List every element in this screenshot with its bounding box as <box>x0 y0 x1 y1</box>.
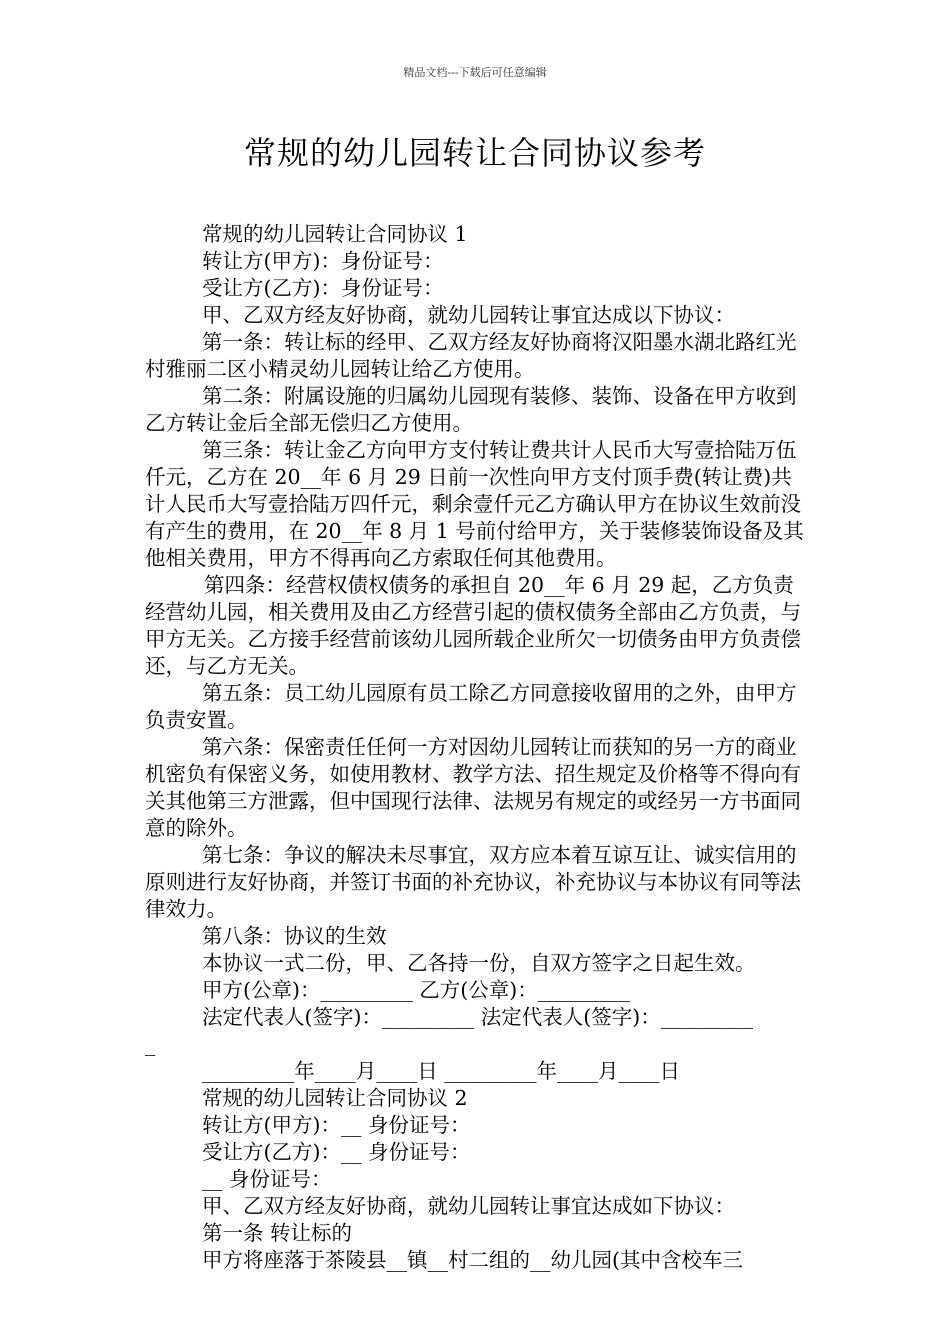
transferor-line: 转让方(甲方)：身份证号： <box>202 249 444 273</box>
clause-4: 第四条：经营权债权债务的承担自 20__年 6 月 29 起，乙方负责经营幼儿园，相关费用及由乙方经营引起的债权债务全部由乙方负责，与甲方无关。乙方接手经营前该幼儿园所载企业所欠一切债务由甲方负责偿还，与乙方无关。 <box>145 573 801 678</box>
transferor-line-2: 转让方(甲方)：__ 身份证号： <box>202 1113 471 1137</box>
document-body <box>145 221 807 1274</box>
section-heading-2: 常规的幼儿园转让合同协议 2 <box>202 1086 468 1110</box>
clause-1: 第一条：转让标的经甲、乙双方经友好协商将汉阳墨水湖北路红光村雅丽二区小精灵幼儿园转让给乙方使用。 <box>145 330 797 381</box>
id-line-2: __ 身份证号： <box>202 1167 332 1191</box>
clause-2: 第二条：附属设施的归属幼儿园现有装修、装饰、设备在甲方收到乙方转让金后全部无偿归乙方使用。 <box>145 384 797 435</box>
page-header: 精品文档---下载后可任意编辑 <box>403 66 547 79</box>
section-heading-1: 常规的幼儿园转让合同协议 1 <box>202 222 468 246</box>
transferee-line-2: 受让方(乙方)：__ 身份证号： <box>202 1140 471 1164</box>
clause-1-text-2: 甲方将座落于茶陵县__镇__村二组的__幼儿园(其中含校车三 <box>202 1248 743 1272</box>
agreement-intro-2: 甲、乙双方经友好协商，就幼儿园转让事宜达成如下协议： <box>202 1194 735 1218</box>
clause-5: 第五条：员工幼儿园原有员工除乙方同意接收留用的之外，由甲方负责安置。 <box>145 681 797 732</box>
signature-overflow: _ <box>145 1032 156 1056</box>
clause-8: 第八条：协议的生效 <box>202 924 387 948</box>
document-title: 常规的幼儿园转让合同协议参考 <box>243 134 706 172</box>
signature-line: 法定代表人(签字)：_________ 法定代表人(签字)：_________ <box>202 1005 754 1029</box>
clause-6: 第六条：保密责任任何一方对因幼儿园转让而获知的另一方的商业机密负有保密义务，如使用教材、教学方法、招生规定及价格等不得向有关其他第三方泄露，但中国现行法律、法规另有规定的或经另一方书面同意的除外。 <box>145 735 801 840</box>
transferee-line: 受让方(乙方)：身份证号： <box>202 276 444 300</box>
seal-line: 甲方(公章)：_________ 乙方(公章)：_________ <box>202 978 631 1002</box>
clause-1-heading-2: 第一条 转让标的 <box>202 1221 353 1245</box>
effectiveness-line: 本协议一式二份，甲、乙各持一份，自双方签字之日起生效。 <box>202 951 756 975</box>
clause-7: 第七条：争议的解决未尽事宜，双方应本着互谅互让、诚实信用的原则进行友好协商，并签订书面的补充协议，补充协议与本协议有同等法律效力。 <box>145 843 801 921</box>
clause-3: 第三条：转让金乙方向甲方支付转让费共计人民币大写壹拾陆万伍仟元，乙方在 20__年 6 月 29 日前一次性向甲方支付顶手费(转让费)共计人民币大写壹拾陆万四仟元，剩余壹仟元乙方确认甲方在协议生效前没有产生的费用，在 20__年 8 月 1 号前付给甲方，关于装修装饰设备及其他相关费用，甲方不得再向乙方索取任何其他费用。 <box>145 438 804 570</box>
agreement-intro: 甲、乙双方经友好协商，就幼儿园转让事宜达成以下协议： <box>202 303 735 327</box>
date-line: _________年____月____日 _________年____月____日 <box>202 1059 681 1083</box>
